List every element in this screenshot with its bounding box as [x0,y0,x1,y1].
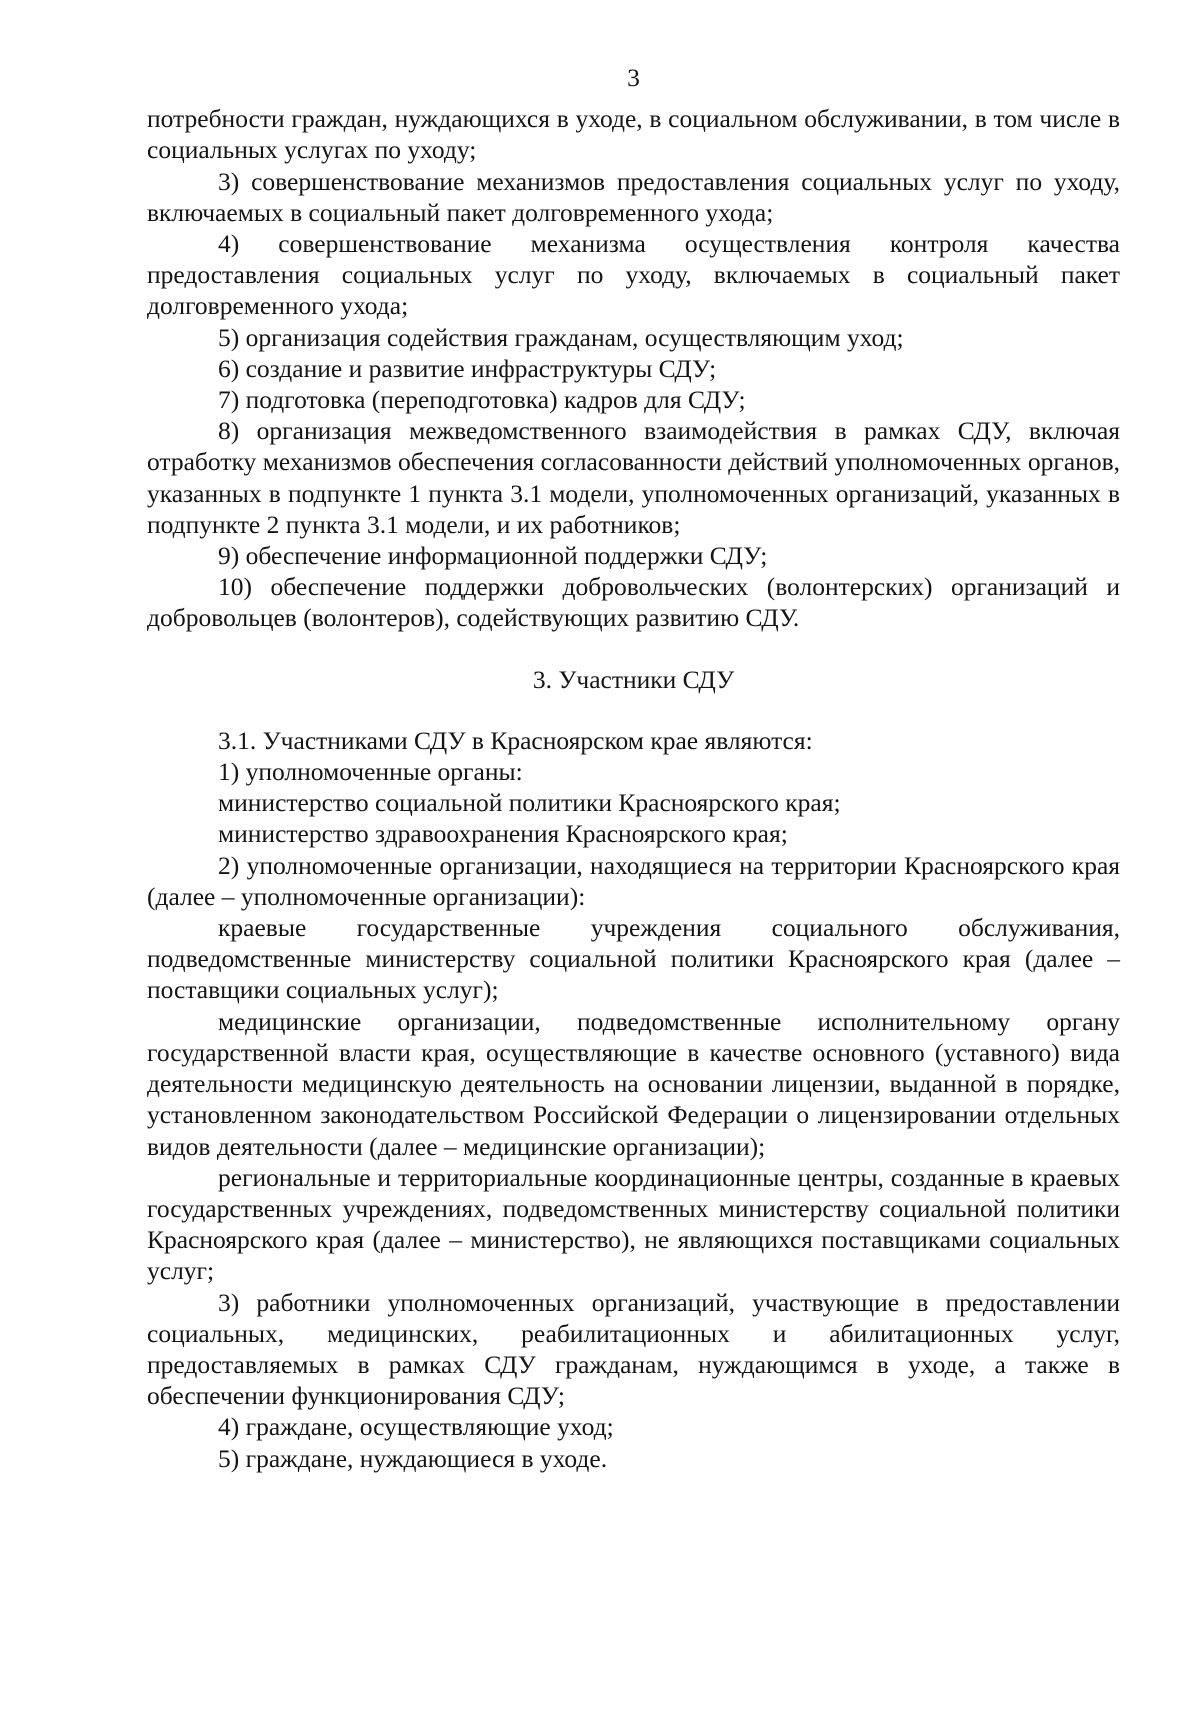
list-item-6: 6) создание и развитие инфраструктуры СДУ; [218,353,717,383]
section-3-list [147,725,1120,1474]
list-item-8: 8) организация межведомственного взаимодействия в рамках СДУ, включая отработку механизмов обеспечения согласованности действий уполномоченных органов, указанных в подпункте 1 пункта 3.1 модели, уполномоченных организаций, указанных в подпункте 2 пункта 3.1 модели, и их работников; [147,416,1120,539]
list-item-authorized-organizations: 2) уполномоченные организации, находящиеся на территории Красноярского края (далее – уполномоченные организации): [147,850,1120,911]
list-item-10: 10) обеспечение поддержки добровольческих (волонтерских) организаций и добровольцев (волонтеров), содействующих развитию СДУ. [147,572,1120,633]
list-item-coordination-centers: региональные и территориальные координационные центры, созданные в краевых государственных учреждениях, подведомственных министерству социальной политики Красноярского края (далее – министерство), не являющихся поставщиками социальных услуг; [147,1162,1120,1286]
list-item-4: 4) совершенствование механизма осуществления контроля качества предоставления социальных услуг по уходу, включаемых в социальный пакет долговременного ухода; [147,229,1120,321]
list-item-authorized-bodies: 1) уполномоченные органы: [218,757,523,787]
section-2-list [147,103,1120,633]
list-item-5: 5) организация содействия гражданам, осуществляющим уход; [218,322,904,352]
list-item-ministry-health: министерство здравоохранения Красноярского края; [218,819,788,849]
list-item-care-recipients: 5) граждане, нуждающиеся в уходе. [218,1443,608,1473]
section-heading: 3. Участники СДУ [532,664,735,694]
list-item-ministry-social-policy: министерство социальной политики Красноярского края; [218,788,841,818]
list-item-9: 9) обеспечение информационной поддержки СДУ; [218,541,768,571]
list-item-caregivers: 4) граждане, осуществляющие уход; [218,1412,614,1442]
list-item-workers: 3) работники уполномоченных организаций, участвующие в предоставлении социальных, медицинских, реабилитационных и абилитационных услуг, предоставляемых в рамках СДУ гражданам, нуждающимся в уходе, а также в обеспечении функционирования СДУ; [147,1287,1120,1411]
page-number: 3 [627,63,640,92]
paragraph-3-1: 3.1. Участниками СДУ в Красноярском крае являются: [218,725,813,755]
list-item-3: 3) совершенствование механизмов предоставления социальных услуг по уходу, включаемых в социальный пакет долговременного ухода; [147,166,1120,227]
list-item-social-service-institutions: краевые государственные учреждения социального обслуживания, подведомственные министерству социальной политики Красноярского края (далее – поставщики социальных услуг); [147,913,1120,1005]
paragraph-continuation: потребности граждан, нуждающихся в уходе, в социальном обслуживании, в том числе в социальных услугах по уходу; [147,104,1120,165]
list-item-7: 7) подготовка (переподготовка) кадров для СДУ; [218,385,746,415]
list-item-medical-organizations: медицинские организации, подведомственные исполнительному органу государственной власти края, осуществляющие в качестве основного (уставного) вида деятельности медицинскую деятельность на основании лицензии, выданной в порядке, установленном законодательством Российской Федерации о лицензировании отдельных видов деятельности (далее – медицинские организации); [147,1006,1120,1161]
